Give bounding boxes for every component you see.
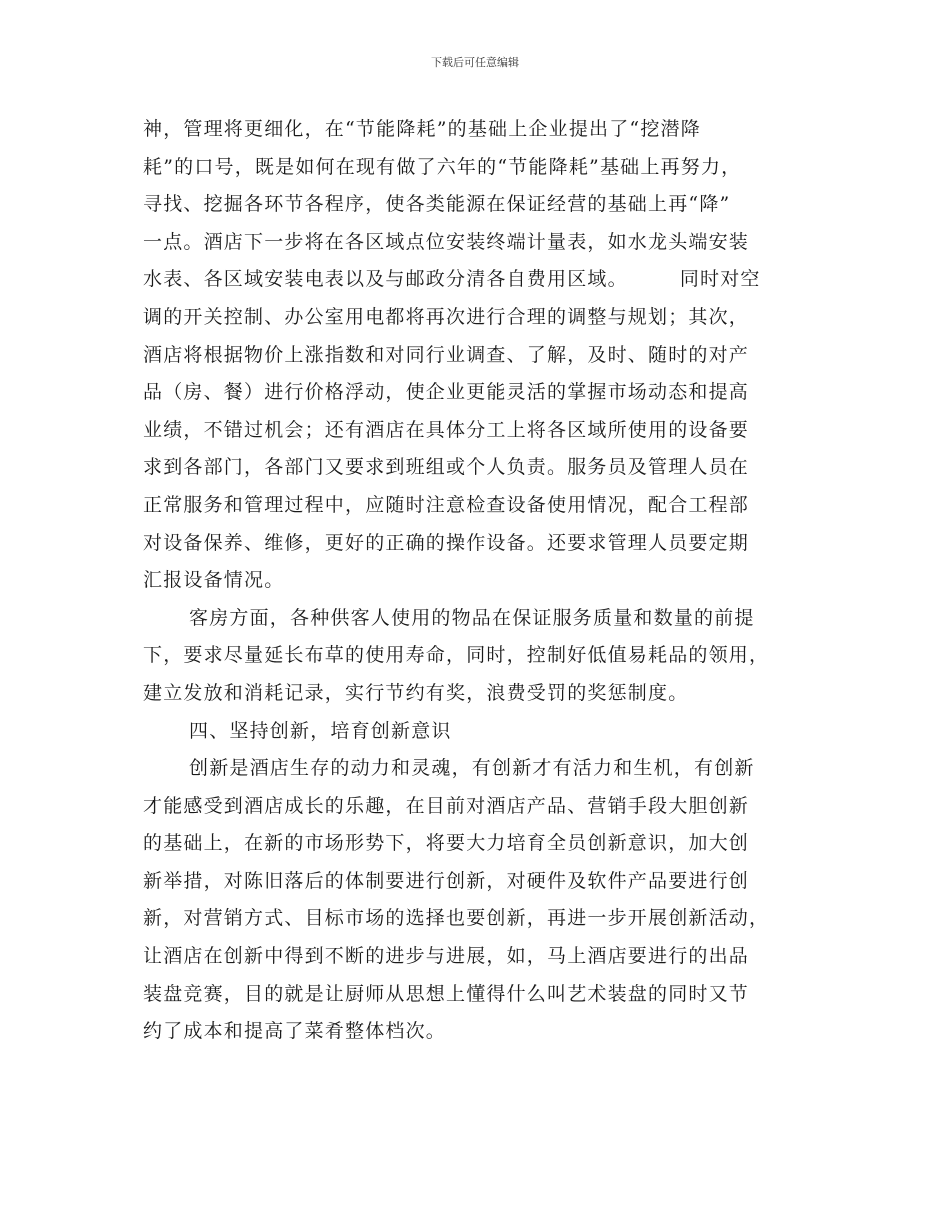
page-header: 下载后可任意编辑 — [431, 56, 519, 69]
paragraph-first-line: 客房方面，各种供客人使用的物品在保证服务质量和数量的前提 — [189, 606, 755, 629]
text-line: 寻找、挖掘各环节各程序，使各类能源在保证经营的基础上再“降” — [143, 193, 731, 216]
text-line — [143, 261, 813, 299]
text-line: 品（房、餐）进行价格浮动，使企业更能灵活的掌握市场动态和提高 — [143, 381, 750, 404]
text-line: 耗”的口号，既是如何在现有做了六年的“节能降耗”基础上再努力， — [143, 155, 742, 178]
text-line: 求到各部门，各部门又要求到班组或个人负责。服务员及管理人员在 — [143, 456, 750, 479]
text-segment: 水表、各区域安装电表以及与邮政分清各自费用区域。 — [143, 268, 628, 291]
text-line: 酒店将根据物价上涨指数和对同行业调查、了解，及时、随时的对产 — [143, 343, 750, 366]
text-line: 调的开关控制、办公室用电都将再次进行合理的调整与规划；其次， — [143, 305, 750, 328]
text-line: 神，管理将更细化，在“节能降耗”的基础上企业提出了“挖潜降 — [143, 118, 701, 140]
text-line: 新举措，对陈旧落后的体制要进行创新，对硬件及软件产品要进行创 — [143, 869, 750, 892]
body-text — [143, 111, 813, 1051]
paragraph-first-line: 创新是酒店生存的动力和灵魂，有创新才有活力和生机，有创新 — [189, 757, 755, 780]
text-line: 装盘竞赛，目的就是让厨师从思想上懂得什么叫艺术装盘的同时又节 — [143, 982, 750, 1005]
text-segment: 同时对空 — [679, 268, 761, 291]
text-line: 让酒店在创新中得到不断的进步与进展，如，马上酒店要进行的出品 — [143, 945, 750, 968]
section-heading: 四、坚持创新，培育创新意识 — [189, 719, 452, 742]
text-line: 业绩，不错过机会；还有酒店在具体分工上将各区域所使用的设备要 — [143, 418, 750, 441]
text-line: 建立发放和消耗记录，实行节约有奖，浪费受罚的奖惩制度。 — [143, 681, 689, 704]
text-line: 对设备保养、维修，更好的正确的操作设备。还要求管理人员要定期 — [143, 531, 750, 554]
text-line: 汇报设备情况。 — [143, 569, 285, 592]
text-line: 的基础上，在新的市场形势下，将要大力培育全员创新意识，加大创 — [143, 832, 750, 855]
text-line: 约了成本和提高了菜肴整体档次。 — [143, 1020, 447, 1043]
text-line: 正常服务和管理过程中，应随时注意检查设备使用情况，配合工程部 — [143, 493, 750, 516]
text-line: 才能感受到酒店成长的乐趣，在目前对酒店产品、营销手段大胆创新 — [143, 794, 750, 817]
text-line: 一点。酒店下一步将在各区域点位安装终端计量表，如水龙头端安装 — [143, 230, 750, 253]
text-line: 新，对营销方式、目标市场的选择也要创新，再进一步开展创新活动， — [143, 907, 770, 930]
text-line: 下，要求尽量延长布草的使用寿命，同时，控制好低值易耗品的领用， — [143, 644, 770, 667]
